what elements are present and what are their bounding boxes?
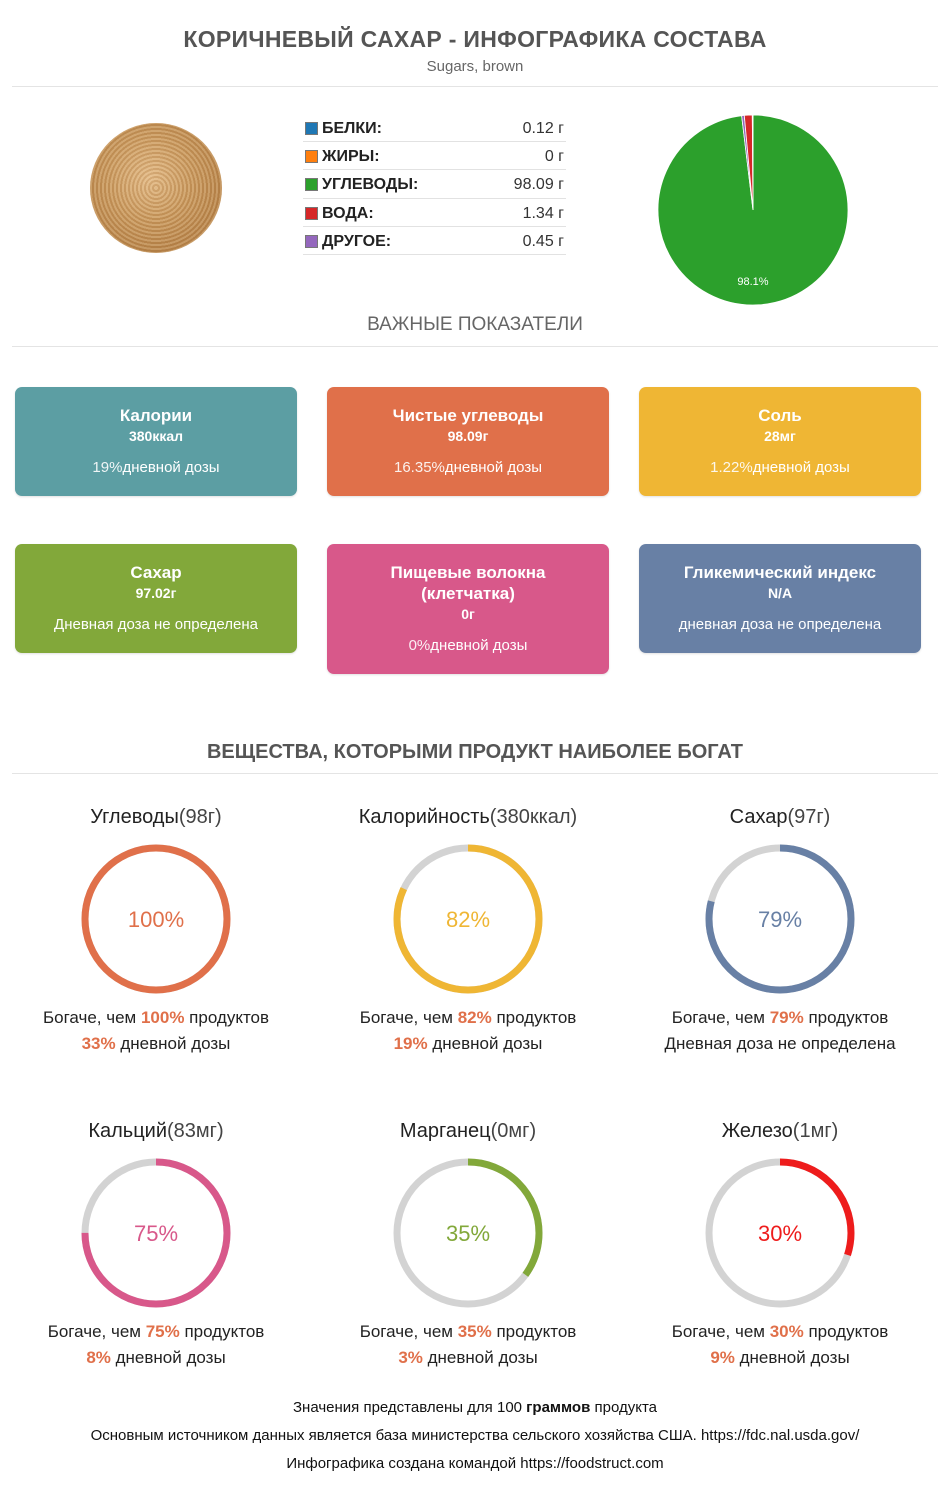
nutrient-name: Углеводы xyxy=(90,806,179,828)
nutrient-title xyxy=(624,1117,936,1145)
divider xyxy=(12,86,938,87)
card-dose-percent: 19% xyxy=(92,459,123,476)
rich-heading: ВЕЩЕСТВА, КОТОРЫМИ ПРОДУКТ НАИБОЛЕЕ БОГАТ xyxy=(206,741,743,763)
richer-prefix: Богаче, чем xyxy=(359,1322,458,1341)
daily-percent: 8% xyxy=(86,1348,111,1367)
ring-percent-label: 100% xyxy=(127,907,185,932)
richer-percent: 79% xyxy=(769,1008,804,1027)
indicator-card xyxy=(15,387,297,496)
card-dose xyxy=(15,615,297,635)
indicator-card xyxy=(15,544,297,653)
daily-text: дневной дозы xyxy=(115,1348,226,1367)
richer-prefix: Богаче, чем xyxy=(42,1008,141,1027)
indicator-card xyxy=(327,387,609,496)
card-title: Гликемический индекс xyxy=(683,563,877,582)
card-dose xyxy=(327,636,609,656)
nutrient-amount: (98г) xyxy=(178,806,222,828)
richer-than-line xyxy=(312,1319,624,1345)
richer-than-line xyxy=(312,1005,624,1031)
percentile-ring xyxy=(702,841,858,997)
pie-data-label: 98.1% xyxy=(737,276,769,288)
richer-suffix: продуктов xyxy=(803,1008,889,1027)
card-dose-percent: 1.22% xyxy=(710,459,753,476)
daily-percent: 33% xyxy=(81,1034,116,1053)
ring-percent-label: 75% xyxy=(133,1221,179,1246)
macro-value: 1.34 г xyxy=(522,204,564,222)
legend-swatch xyxy=(305,150,318,163)
card-dose-text: дневная доза не определена xyxy=(678,616,882,633)
richer-suffix: продуктов xyxy=(491,1008,577,1027)
footer-source: Основным источником данных является база министерства сельского хозяйства США. https://fdc.nal.usda.gov/ xyxy=(90,1427,860,1444)
macro-name: БЕЛКИ: xyxy=(322,120,382,137)
legend-swatch xyxy=(305,207,318,220)
divider xyxy=(12,773,938,774)
footer-text: Значения представлены для 100 xyxy=(292,1399,527,1416)
percentile-ring xyxy=(390,841,546,997)
richer-suffix: продуктов xyxy=(179,1322,265,1341)
richer-percent: 75% xyxy=(145,1322,180,1341)
card-dose xyxy=(15,458,297,478)
nutrient-amount: (83мг) xyxy=(167,1120,224,1142)
percentile-ring xyxy=(702,1155,858,1311)
daily-percent: 19% xyxy=(393,1034,428,1053)
indicator-card xyxy=(639,544,921,653)
daily-dose-line xyxy=(312,1031,624,1057)
richer-prefix: Богаче, чем xyxy=(359,1008,458,1027)
daily-text: дневной дозы xyxy=(427,1348,538,1367)
nutrient-title xyxy=(0,803,312,831)
nutrient-title xyxy=(624,803,936,831)
macro-row xyxy=(303,227,566,255)
card-dose xyxy=(639,458,921,478)
page-title: КОРИЧНЕВЫЙ САХАР - ИНФОГРАФИКА СОСТАВА xyxy=(183,26,767,52)
percentile-ring xyxy=(78,841,234,997)
nutrient-title xyxy=(0,1117,312,1145)
brown-sugar-image xyxy=(90,123,222,253)
divider xyxy=(12,346,938,347)
footer-credit: Инфографика создана командой https://foodstruct.com xyxy=(286,1455,664,1472)
richer-prefix: Богаче, чем xyxy=(671,1008,770,1027)
card-title: Калории xyxy=(119,406,193,425)
daily-dose-line xyxy=(624,1031,936,1057)
daily-dose-line xyxy=(0,1345,312,1371)
card-title: Пищевые волокна (клетчатка) xyxy=(390,563,546,603)
page-subtitle: Sugars, brown xyxy=(426,58,524,75)
macro-row xyxy=(303,199,566,227)
nutrient-amount: (1мг) xyxy=(792,1120,839,1142)
nutrient-name: Марганец xyxy=(399,1120,491,1142)
card-title: Соль xyxy=(758,406,802,425)
nutrient-block xyxy=(312,1117,624,1371)
card-value: 0г xyxy=(461,606,475,622)
macro-row xyxy=(303,170,566,198)
indicator-card xyxy=(639,387,921,496)
richer-than-line xyxy=(0,1319,312,1345)
card-value: N/A xyxy=(767,585,793,601)
richer-than-line xyxy=(0,1005,312,1031)
macro-name: УГЛЕВОДЫ: xyxy=(322,176,419,194)
richer-percent: 35% xyxy=(457,1322,492,1341)
nutrient-amount: (380ккал) xyxy=(489,806,578,828)
nutrient-title xyxy=(312,803,624,831)
legend-swatch xyxy=(305,122,318,135)
macro-table xyxy=(303,114,566,255)
daily-dose-line xyxy=(312,1345,624,1371)
nutrient-block xyxy=(312,803,624,1057)
card-dose-text: Дневная доза не определена xyxy=(54,616,258,633)
card-title: Чистые углеводы xyxy=(392,406,544,425)
card-dose-percent: 16.35% xyxy=(394,459,445,476)
macro-value: 0.45 г xyxy=(522,232,564,250)
card-dose xyxy=(327,458,609,478)
nutrient-block xyxy=(0,1117,312,1371)
nutrient-block xyxy=(0,803,312,1057)
richer-suffix: продуктов xyxy=(491,1322,577,1341)
nutrient-name: Сахар xyxy=(729,806,788,828)
card-dose-text: дневной дозы xyxy=(444,459,542,476)
daily-text: Дневная доза не определена xyxy=(664,1034,896,1053)
card-dose-percent: 0% xyxy=(408,637,431,654)
nutrient-amount: (0мг) xyxy=(490,1120,537,1142)
richer-prefix: Богаче, чем xyxy=(47,1322,146,1341)
macro-value: 98.09 г xyxy=(513,176,564,194)
percentile-ring xyxy=(78,1155,234,1311)
macro-value: 0.12 г xyxy=(522,120,564,137)
ring-percent-label: 82% xyxy=(445,907,491,932)
footer-bold: граммов xyxy=(526,1399,591,1416)
richer-suffix: продуктов xyxy=(803,1322,889,1341)
footer-text: продукта xyxy=(590,1399,657,1416)
macro-row xyxy=(303,142,566,170)
macro-name: ВОДА: xyxy=(322,204,374,222)
card-dose-text: дневной дозы xyxy=(430,637,528,654)
card-dose-text: дневной дозы xyxy=(122,459,220,476)
daily-text: дневной дозы xyxy=(432,1034,543,1053)
daily-dose-line xyxy=(0,1031,312,1057)
card-value: 98.09г xyxy=(447,428,489,444)
card-value: 97.02г xyxy=(135,585,177,601)
richer-than-line xyxy=(624,1319,936,1345)
nutrient-amount: (97г) xyxy=(787,806,831,828)
card-title: Сахар xyxy=(130,563,182,582)
ring-percent-label: 30% xyxy=(757,1221,803,1246)
percentile-ring xyxy=(390,1155,546,1311)
card-value: 380ккал xyxy=(128,428,184,444)
important-heading: ВАЖНЫЕ ПОКАЗАТЕЛИ xyxy=(367,314,583,335)
macro-name: ДРУГОЕ: xyxy=(322,232,392,250)
macro-row xyxy=(303,114,566,142)
richer-percent: 82% xyxy=(457,1008,492,1027)
richer-percent: 100% xyxy=(140,1008,185,1027)
daily-percent: 9% xyxy=(710,1348,735,1367)
daily-dose-line xyxy=(624,1345,936,1371)
nutrient-block xyxy=(624,1117,936,1371)
nutrient-title xyxy=(312,1117,624,1145)
footer-note xyxy=(0,1399,950,1416)
richer-than-line xyxy=(624,1005,936,1031)
card-dose xyxy=(639,615,921,635)
richer-suffix: продуктов xyxy=(184,1008,270,1027)
nutrient-name: Кальций xyxy=(88,1120,168,1142)
daily-text: дневной дозы xyxy=(120,1034,231,1053)
daily-percent: 3% xyxy=(398,1348,423,1367)
indicator-card xyxy=(327,544,609,674)
richer-percent: 30% xyxy=(769,1322,804,1341)
legend-swatch xyxy=(305,178,318,191)
nutrient-block xyxy=(624,803,936,1057)
macro-name: ЖИРЫ: xyxy=(322,148,380,166)
nutrient-name: Калорийность xyxy=(358,806,490,828)
ring-percent-label: 79% xyxy=(757,907,803,932)
ring-percent-label: 35% xyxy=(445,1221,491,1246)
legend-swatch xyxy=(305,235,318,248)
richer-prefix: Богаче, чем xyxy=(671,1322,770,1341)
macro-value: 0 г xyxy=(544,148,564,166)
card-dose-text: дневной дозы xyxy=(752,459,850,476)
daily-text: дневной дозы xyxy=(739,1348,850,1367)
nutrient-name: Железо xyxy=(721,1120,793,1142)
card-value: 28мг xyxy=(764,428,796,444)
